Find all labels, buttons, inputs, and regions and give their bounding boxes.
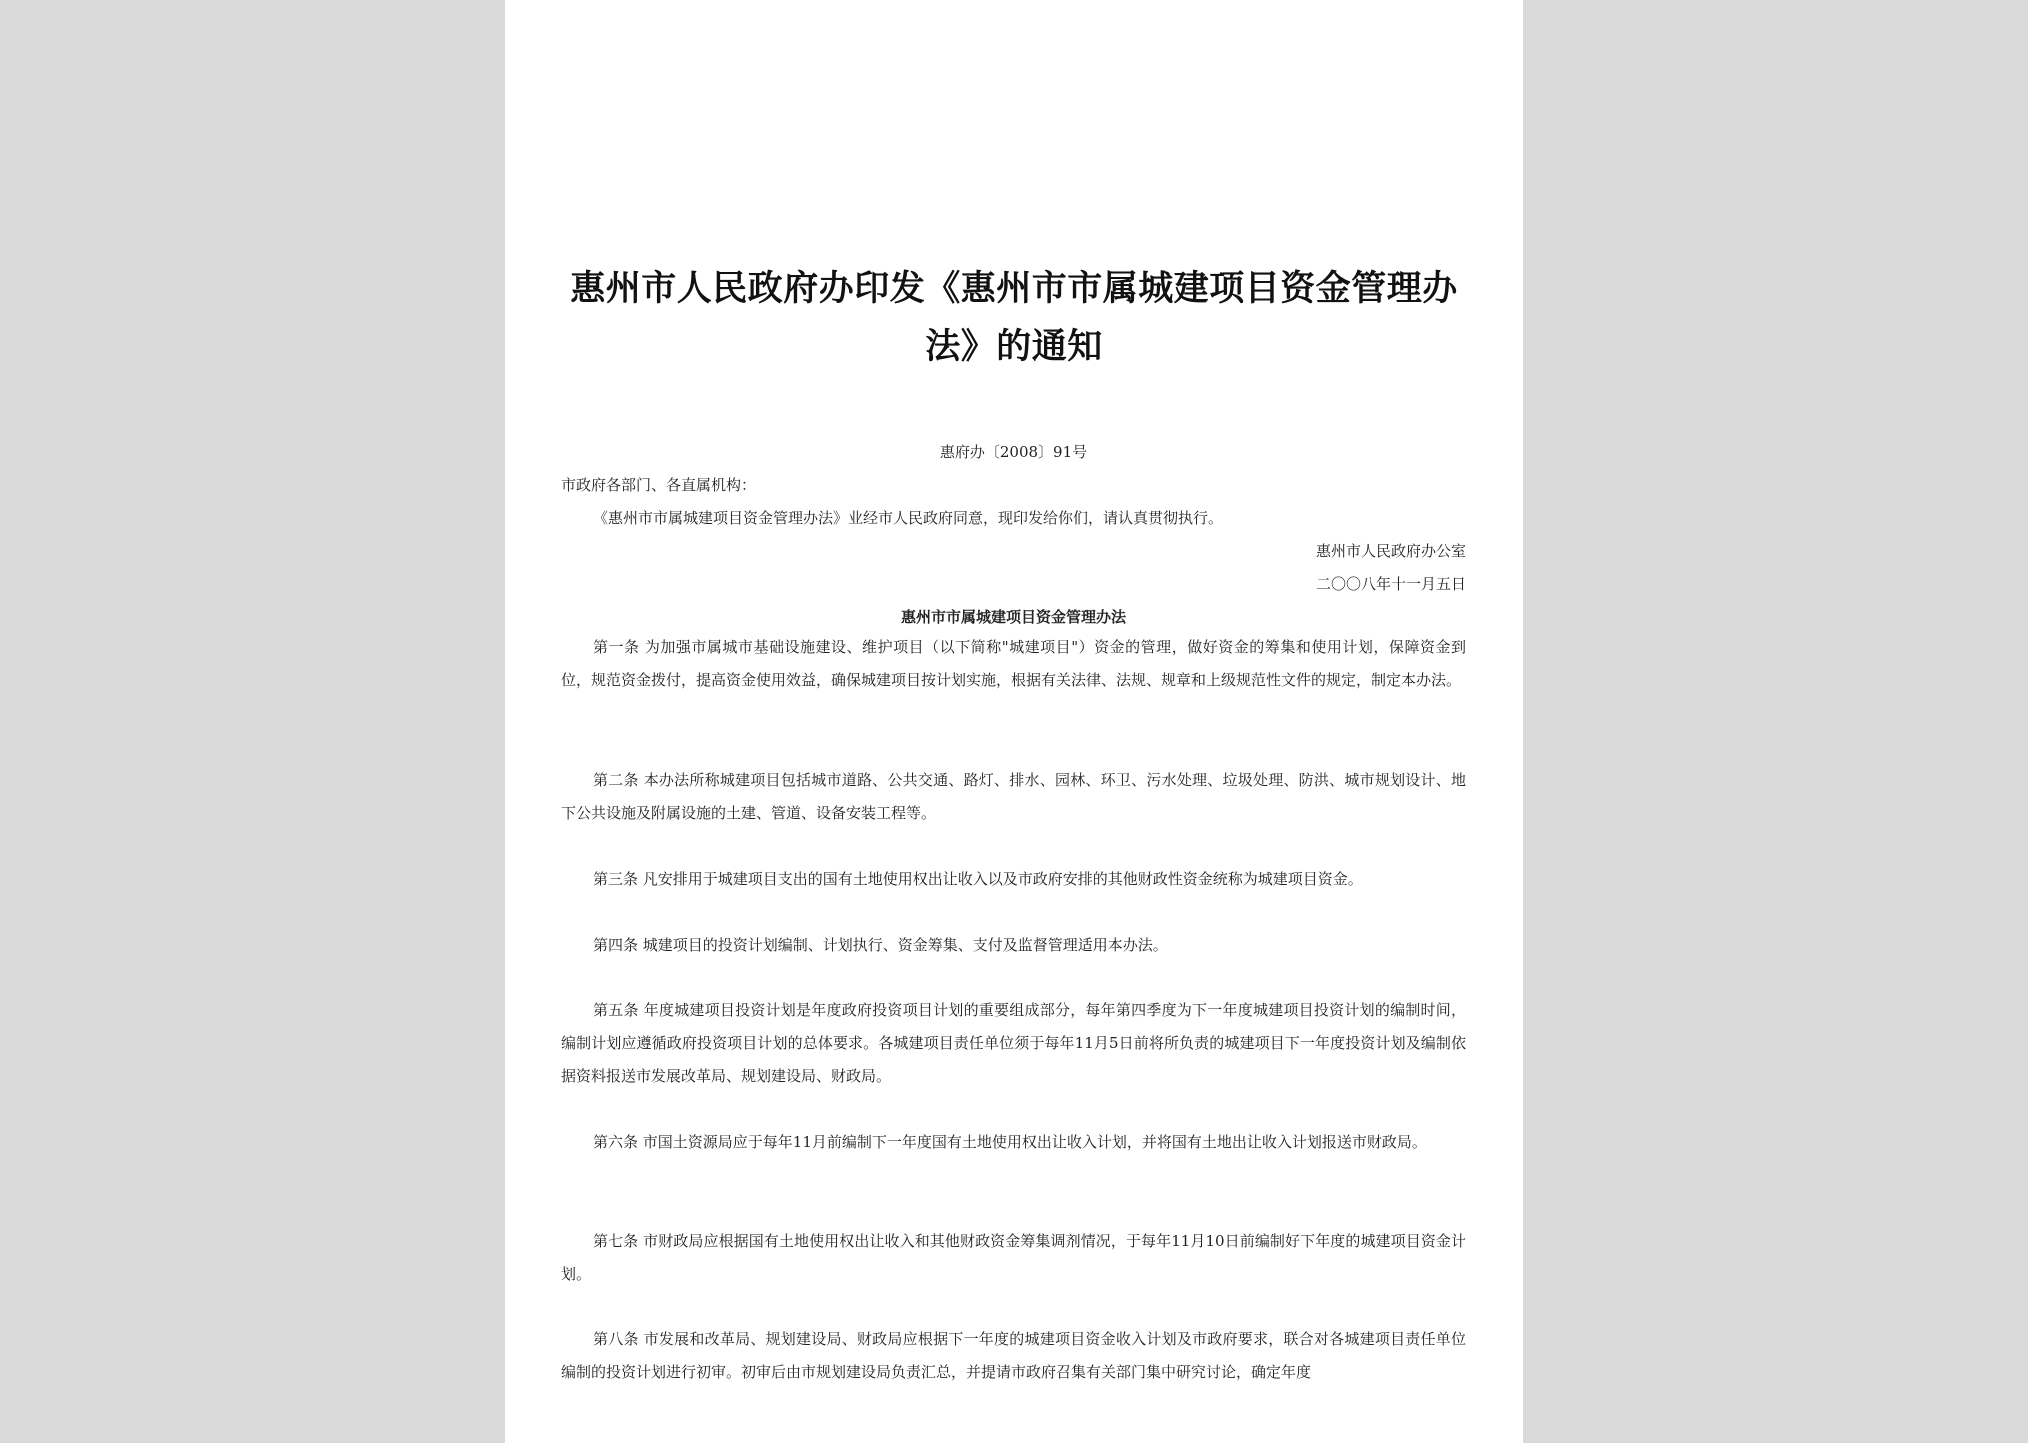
issuer-signature: 惠州市人民政府办公室 [1315,542,1466,560]
article-5: 第五条 年度城建项目投资计划是年度政府投资项目计划的重要组成部分，每年第四季度为下一年度城建项目投资计划的编制时间，编制计划应遵循政府投资项目计划的总体要求。各城建项目责任单位须于每年11月5日前将所负责的城建项目下一年度投资计划及编制依据资料报送市发展改革局、规划建设局、财政局。 [561,1001,1466,1085]
article-7: 第七条 市财政局应根据国有土地使用权出让收入和其他财政资金筹集调剂情况，于每年11月10日前编制好下年度的城建项目资金计划。 [561,1232,1466,1283]
regulation-title: 惠州市市属城建项目资金管理办法 [900,608,1126,626]
article-2: 第二条 本办法所称城建项目包括城市道路、公共交通、路灯、排水、园林、环卫、污水处理、垃圾处理、防洪、城市规划设计、地下公共设施及附属设施的土建、管道、设备安装工程等。 [561,771,1466,822]
document-title: 惠州市人民政府办印发《惠州市市属城建项目资金管理办法》的通知 [570,268,1458,367]
document-page [505,0,1523,1443]
article-1: 第一条 为加强市属城市基础设施建设、维护项目（以下简称"城建项目"）资金的管理，做好资金的筹集和使用计划，保障资金到位，规范资金拨付，提高资金使用效益，确保城建项目按计划实施，根据有关法律、法规、规章和上级规范性文件的规定，制定本办法。 [561,638,1466,689]
article-8: 第八条 市发展和改革局、规划建设局、财政局应根据下一年度的城建项目资金收入计划及市政府要求，联合对各城建项目责任单位编制的投资计划进行初审。初审后由市规划建设局负责汇总，并提请市政府召集有关部门集中研究讨论，确定年度 [561,1330,1466,1381]
article-6: 第六条 市国土资源局应于每年11月前编制下一年度国有土地使用权出让收入计划，并将国有土地出让收入计划报送市财政局。 [593,1133,1427,1151]
intro-paragraph: 《惠州市市属城建项目资金管理办法》业经市人民政府同意，现印发给你们，请认真贯彻执行。 [593,509,1224,527]
recipients-line: 市政府各部门、各直属机构： [561,476,757,494]
issue-date: 二〇〇八年十一月五日 [1315,575,1466,593]
article-4: 第四条 城建项目的投资计划编制、计划执行、资金筹集、支付及监督管理适用本办法。 [593,936,1168,954]
document-number: 惠府办〔2008〕91号 [939,443,1088,461]
article-3: 第三条 凡安排用于城建项目支出的国有土地使用权出让收入以及市政府安排的其他财政性资金统称为城建项目资金。 [593,870,1363,888]
